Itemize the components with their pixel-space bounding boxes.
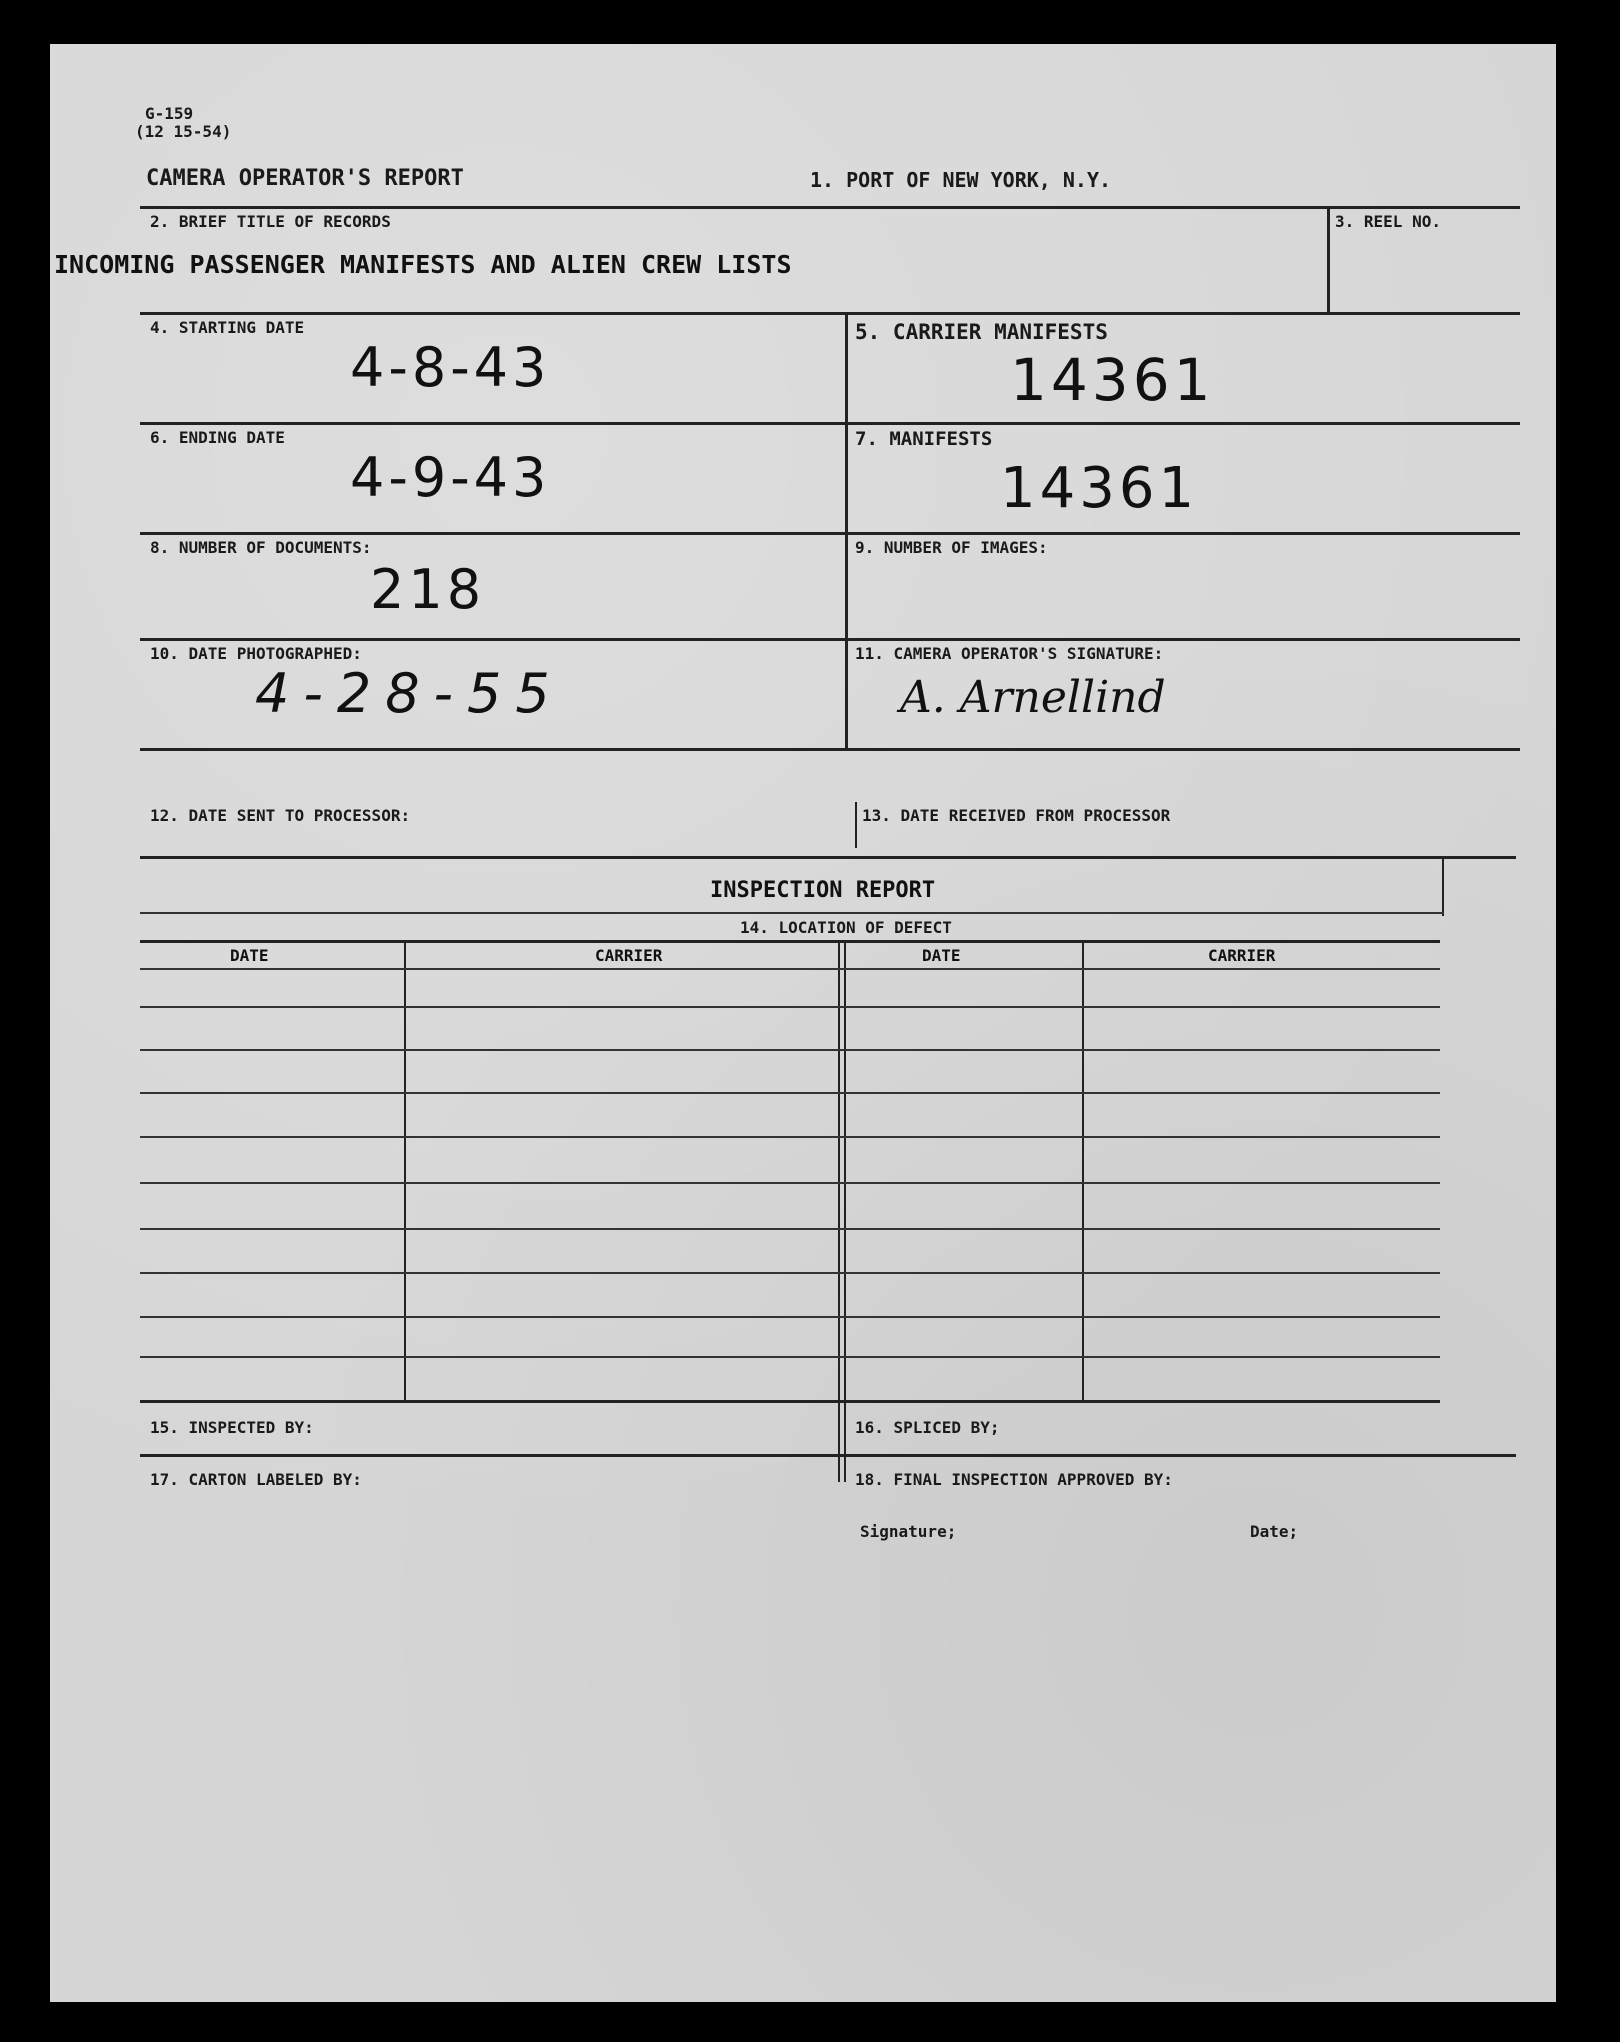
date-received-label: 13. DATE RECEIVED FROM PROCESSOR	[862, 806, 1171, 825]
ending-date-label: 6. ENDING DATE	[150, 428, 285, 447]
date-sent-label: 12. DATE SENT TO PROCESSOR:	[150, 806, 411, 825]
num-documents-value: 218	[370, 558, 486, 621]
divider	[140, 1182, 1440, 1184]
column-header-carrier: CARRIER	[1208, 946, 1276, 965]
column-header-carrier: CARRIER	[595, 946, 663, 965]
carrier-label: 5. CARRIER MANIFESTS	[855, 320, 1108, 344]
final-signature-label: Signature;	[860, 1522, 957, 1541]
divider	[140, 532, 1520, 535]
divider	[140, 1136, 1440, 1138]
brief-title-label: 2. BRIEF TITLE OF RECORDS	[150, 212, 391, 231]
inspection-subtitle: 14. LOCATION OF DEFECT	[740, 918, 952, 937]
divider	[140, 1454, 1516, 1457]
divider	[845, 312, 848, 748]
divider	[140, 1272, 1440, 1274]
divider	[140, 1006, 1440, 1008]
report-title: CAMERA OPERATOR'S REPORT	[146, 166, 464, 191]
reel-label: 3. REEL NO.	[1335, 212, 1441, 231]
form-date: (12 15-54)	[135, 122, 232, 141]
divider	[140, 1228, 1440, 1230]
divider	[140, 1092, 1440, 1094]
divider	[140, 422, 1520, 425]
column-header-date: DATE	[922, 946, 961, 965]
divider	[855, 802, 857, 848]
inspection-title: INSPECTION REPORT	[710, 878, 936, 903]
divider	[140, 1049, 1440, 1051]
date-photographed-label: 10. DATE PHOTOGRAPHED:	[150, 644, 362, 663]
divider	[140, 206, 1520, 209]
form-page	[50, 44, 1556, 2002]
divider	[140, 312, 1520, 315]
divider	[140, 968, 1440, 970]
final-inspection-label: 18. FINAL INSPECTION APPROVED BY:	[855, 1470, 1173, 1489]
brief-title-value: INCOMING PASSENGER MANIFESTS AND ALIEN CREW LISTS	[54, 250, 792, 279]
divider	[140, 1400, 1440, 1403]
ending-date-value: 4-9-43	[350, 446, 551, 509]
carton-labeled-label: 17. CARTON LABELED BY:	[150, 1470, 362, 1489]
num-images-label: 9. NUMBER OF IMAGES:	[855, 538, 1048, 557]
manifests-label: 7. MANIFESTS	[855, 428, 993, 450]
spliced-by-label: 16. SPLICED BY;	[855, 1418, 1000, 1437]
operator-signature: A. Arnellind	[900, 672, 1166, 723]
form-number: G-159	[145, 104, 194, 123]
column-header-date: DATE	[230, 946, 269, 965]
divider	[140, 1316, 1440, 1318]
divider	[140, 856, 1516, 859]
carrier-value: 14361	[1010, 346, 1215, 414]
final-date-label: Date;	[1250, 1522, 1299, 1541]
inspected-by-label: 15. INSPECTED BY:	[150, 1418, 314, 1437]
starting-date-value: 4-8-43	[350, 336, 551, 399]
divider	[140, 940, 1440, 943]
num-documents-label: 8. NUMBER OF DOCUMENTS:	[150, 538, 372, 557]
divider	[1082, 940, 1084, 1402]
divider	[1442, 856, 1444, 916]
divider	[140, 1356, 1440, 1358]
manifests-value: 14361	[1000, 456, 1199, 521]
divider	[140, 748, 1520, 751]
divider	[140, 638, 1520, 641]
signature-label: 11. CAMERA OPERATOR'S SIGNATURE:	[855, 644, 1164, 663]
divider	[404, 940, 406, 1402]
starting-date-label: 4. STARTING DATE	[150, 318, 305, 337]
port-field: 1. PORT OF NEW YORK, N.Y.	[810, 168, 1112, 192]
divider	[1327, 206, 1330, 314]
divider	[140, 912, 1444, 914]
date-photographed-value: 4-28-55	[255, 662, 564, 725]
